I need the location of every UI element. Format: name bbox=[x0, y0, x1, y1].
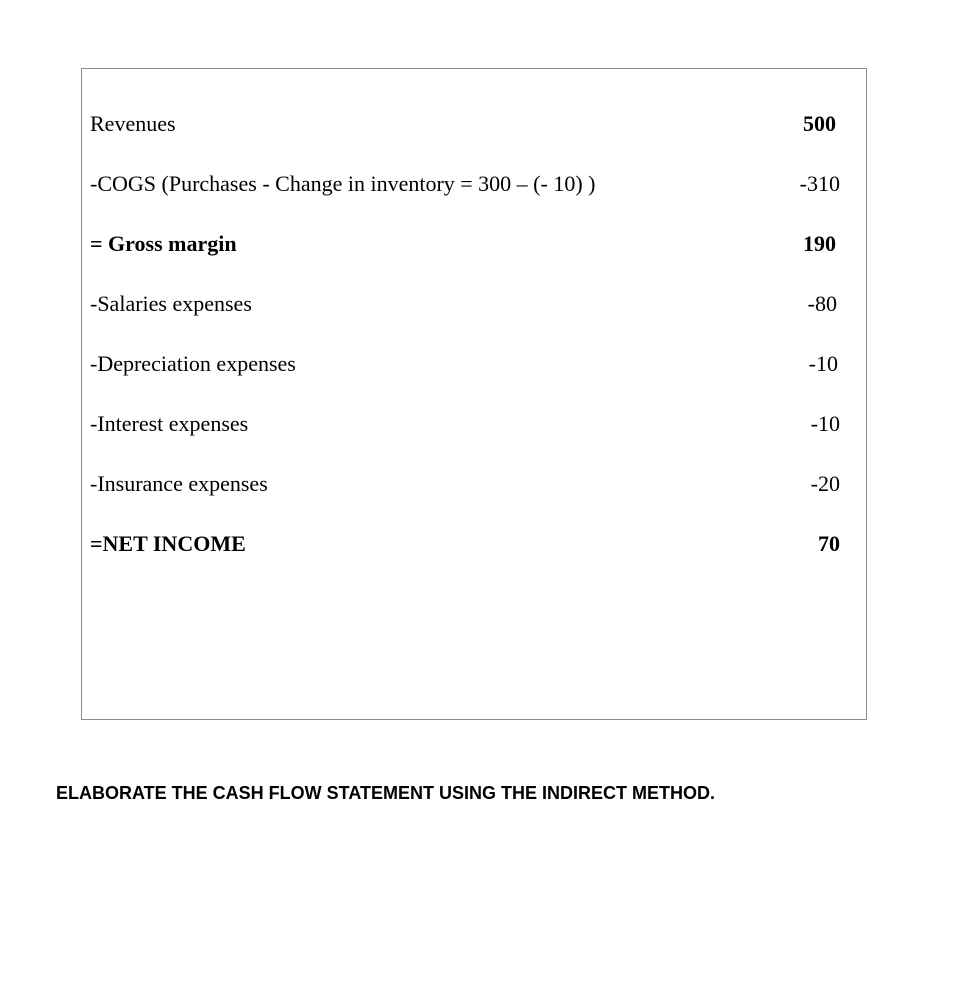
row-interest-expenses bbox=[82, 409, 866, 439]
row-label: -Salaries expenses bbox=[90, 291, 252, 316]
row-value: 500 bbox=[803, 111, 836, 136]
row-label: -Depreciation expenses bbox=[90, 351, 296, 376]
row-label: =NET INCOME bbox=[90, 531, 246, 556]
row-label: -Interest expenses bbox=[90, 411, 249, 436]
row-value: 190 bbox=[803, 231, 836, 256]
row-value: -80 bbox=[807, 291, 837, 316]
row-label: -Insurance expenses bbox=[90, 471, 268, 496]
row-revenues bbox=[82, 109, 866, 139]
row-value: -20 bbox=[810, 471, 840, 496]
instruction-text: ELABORATE THE CASH FLOW STATEMENT USING THE INDIRECT METHOD. bbox=[56, 783, 715, 803]
row-value: -10 bbox=[808, 351, 838, 376]
row-insurance-expenses bbox=[82, 469, 866, 499]
row-cogs bbox=[82, 169, 866, 199]
row-salaries-expenses bbox=[82, 289, 866, 319]
income-statement-box bbox=[81, 68, 867, 720]
row-label: = Gross margin bbox=[90, 231, 237, 256]
row-gross-margin bbox=[82, 229, 866, 259]
row-value: -10 bbox=[810, 411, 840, 436]
row-depreciation-expenses bbox=[82, 349, 866, 379]
row-label: -COGS (Purchases - Change in inventory = 300 – (- 10) ) bbox=[90, 171, 596, 196]
row-value: -310 bbox=[799, 171, 840, 196]
row-net-income bbox=[82, 529, 866, 559]
row-label: Revenues bbox=[90, 111, 176, 136]
row-value: 70 bbox=[818, 531, 840, 556]
